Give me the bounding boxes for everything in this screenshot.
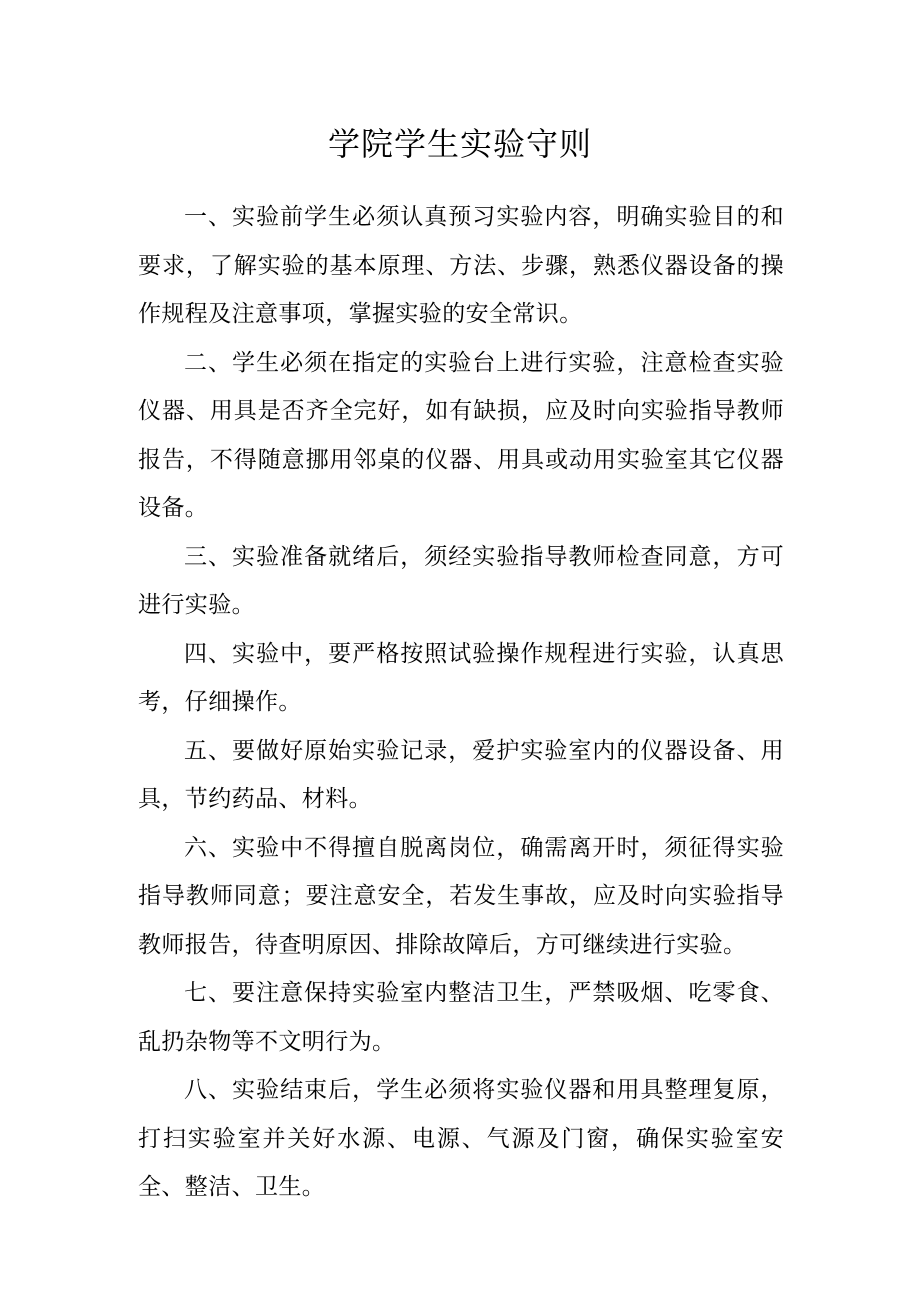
rule-paragraph-5: 五、要做好原始实验记录，爱护实验室内的仪器设备、用具，节约药品、材料。 [138, 737, 784, 812]
document-title: 学院学生实验守则 [327, 125, 592, 163]
rule-paragraph-6: 六、实验中不得擅自脱离岗位，确需离开时，须征得实验指导教师同意；要注意安全，若发生事故，应及时向实验指导教师报告，待查明原因、排除故障后，方可继续进行实验。 [138, 834, 784, 958]
rule-paragraph-1: 一、实验前学生必须认真预习实验内容，明确实验目的和要求，了解实验的基本原理、方法、步骤，熟悉仪器设备的操作规程及注意事项，掌握实验的安全常识。 [138, 204, 784, 327]
rule-paragraph-2: 二、学生必须在指定的实验台上进行实验，注意检查实验仪器、用具是否齐全完好，如有缺损，应及时向实验指导教师报告，不得随意挪用邻桌的仪器、用具或动用实验室其它仪器设备。 [138, 349, 784, 521]
rule-paragraph-7: 七、要注意保持实验室内整洁卫生，严禁吸烟、吃零食、乱扔杂物等不文明行为。 [138, 980, 784, 1055]
rule-paragraph-8: 八、实验结束后，学生必须将实验仪器和用具整理复原，打扫实验室并关好水源、电源、气源及门窗，确保实验室安全、整洁、卫生。 [138, 1077, 784, 1200]
rule-paragraph-3: 三、实验准备就绪后，须经实验指导教师检查同意，方可进行实验。 [138, 543, 784, 618]
rule-paragraph-4: 四、实验中，要严格按照试验操作规程进行实验，认真思考，仔细操作。 [138, 640, 784, 715]
document-body [138, 193, 784, 1212]
